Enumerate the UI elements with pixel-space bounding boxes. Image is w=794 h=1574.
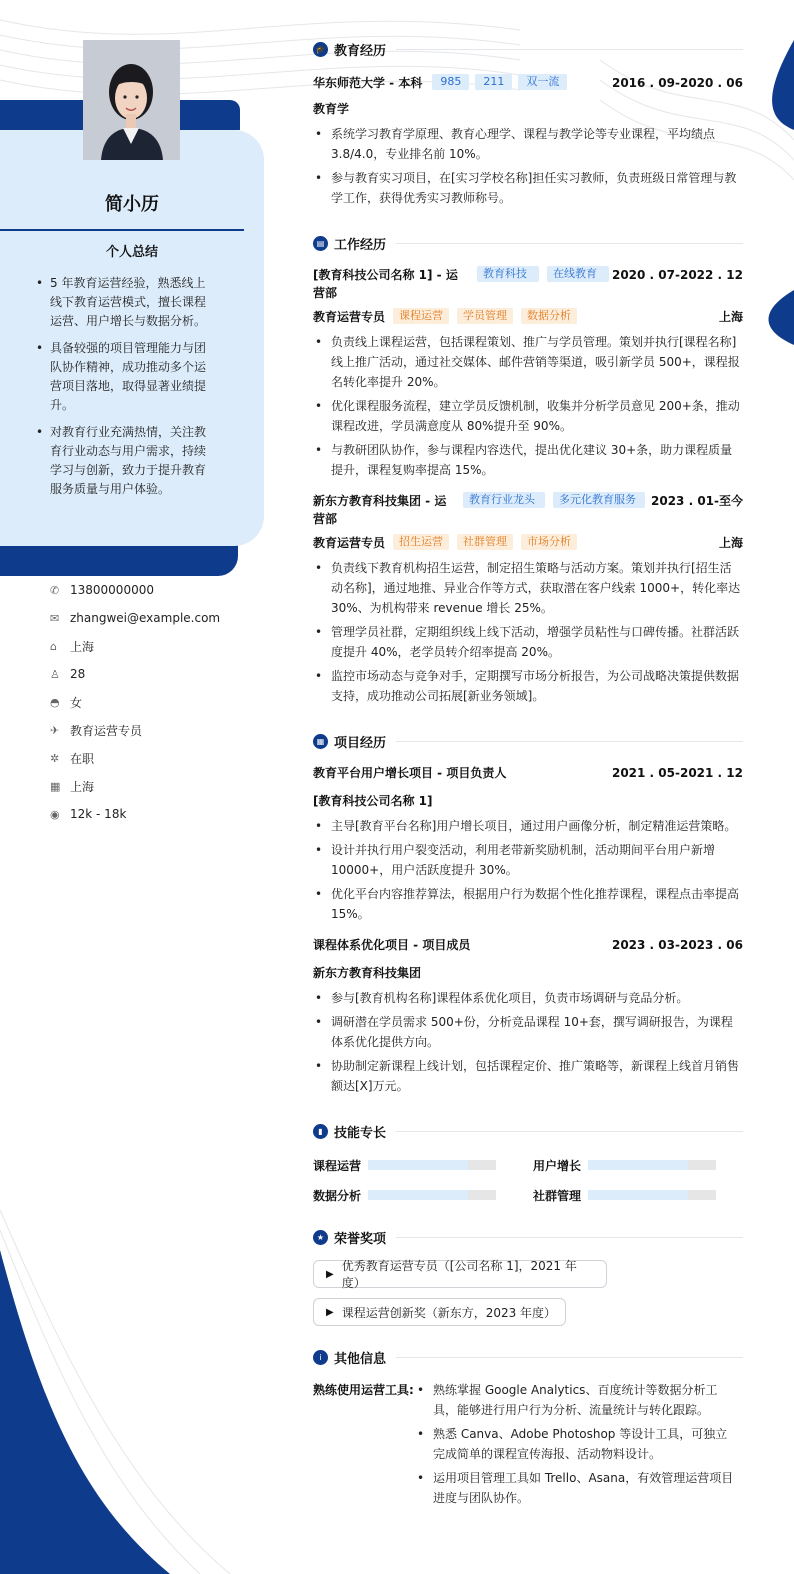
briefcase-icon: ▤ [313, 236, 328, 251]
list-item: • 管理学员社群，定期组织线上线下活动，增强学员粘性与口碑传播。社群活跃度提升 40%，老学员转介绍率提高 20%。 [313, 622, 743, 662]
section-title: 教育经历 [334, 43, 387, 59]
company-tag: 多元化教育服务 [553, 492, 645, 508]
section-divider [396, 1357, 743, 1358]
age-icon: ♙ [50, 667, 60, 681]
skills-grid [313, 1156, 743, 1204]
list-item: • 负责线下教育机构招生运营，制定招生策略与活动方案。策划并执行[招生活动名称]，通过地推、异业合作等方式，获取潜在客户线索 1000+，转化率达 30%、为机构带来 revenue 增长 25%。 [313, 558, 743, 618]
section-work [313, 230, 743, 256]
award-icon: ★ [313, 1230, 328, 1245]
mail-icon: ✉ [50, 611, 60, 625]
skill-bar-fill [368, 1190, 468, 1200]
company-tag: 在线教育 [547, 266, 609, 282]
contact-email [50, 604, 220, 632]
project-org: 新东方教育科技集团 [313, 966, 422, 980]
section-other [313, 1344, 743, 1370]
section-education [313, 36, 743, 62]
contact-text: 上海 [70, 779, 95, 794]
school-name: 华东师范大学 - 本科 [313, 76, 423, 90]
award-row [313, 1298, 743, 1326]
award-item[interactable] [313, 1298, 566, 1326]
summary-item: • 对教育行业充满热情，关注教育行业动态与用户需求，持续学习与创新，致力于提升教育服务质量与用户体验。 [36, 423, 212, 499]
salary-icon: ◉ [50, 807, 60, 821]
section-divider [396, 1237, 743, 1238]
city-icon: ▦ [50, 779, 61, 793]
list-item: • 与教研团队协作，参与课程内容迭代，提出优化建议 30+条，助力课程质量提升，课程复购率提高 15%。 [313, 440, 743, 480]
education-header [313, 74, 743, 92]
grid-icon: ▦ [313, 734, 328, 749]
project-bullets [313, 816, 743, 924]
job-bullets [313, 332, 743, 480]
section-skills [313, 1118, 743, 1144]
project-date: 2023 . 03-2023 . 06 [611, 938, 743, 952]
section-projects [313, 728, 743, 754]
contact-text: 在职 [70, 751, 95, 766]
contact-text: 13800000000 [70, 583, 154, 597]
skill-bar [588, 1160, 716, 1170]
company-tag: 教育行业龙头 [463, 492, 545, 508]
project-header [313, 936, 743, 954]
contact-phone [50, 576, 220, 604]
info-icon: i [313, 1350, 328, 1365]
contact-text: 上海 [70, 639, 95, 654]
contact-gender [50, 688, 220, 716]
project-name: 教育平台用户增长项目 - 项目负责人 [313, 766, 507, 780]
section-awards [313, 1224, 743, 1250]
skill-tag: 学员管理 [457, 308, 513, 324]
skill-bar [588, 1190, 716, 1200]
skill-bar-fill [588, 1190, 688, 1200]
contact-salary [50, 800, 220, 828]
job-icon: ✈ [50, 723, 60, 737]
job-city: 上海 [718, 310, 743, 324]
skill-bar-fill [368, 1160, 468, 1170]
job-role: 教育运营专员 [313, 536, 386, 550]
skill-tag: 社群管理 [457, 534, 513, 550]
chart-icon: ▮ [313, 1124, 328, 1139]
skill-bar [368, 1190, 496, 1200]
list-item: • 系统学习教育学原理、教育心理学、课程与教学论等专业课程，平均绩点3.8/4.0，专业排名前 10%。 [313, 124, 743, 164]
contact-status [50, 744, 220, 772]
project-org: [教育科技公司名称 1] [313, 794, 433, 808]
play-triangle-icon: ▶ [326, 1268, 334, 1280]
school-tag: 双一流 [518, 74, 567, 90]
project-header [313, 764, 743, 782]
job-role-row [313, 308, 743, 326]
status-icon: ✲ [50, 751, 60, 765]
education-date: 2016 . 09-2020 . 06 [611, 76, 743, 90]
list-item: • 主导[教育平台名称]用户增长项目，通过用户画像分析，制定精准运营策略。 [313, 816, 743, 836]
skill-item [533, 1156, 743, 1174]
company-name: [教育科技公司名称 1] - 运营部 [313, 268, 458, 300]
list-item: • 负责线上课程运营，包括课程策划、推广与学员管理。策划并执行[课程名称]线上推广活动，通过社交媒体、邮件营销等渠道，吸引新学员 500+，课程报名转化率提升 20%。 [313, 332, 743, 392]
company-name: 新东方教育科技集团 - 运营部 [313, 494, 447, 526]
list-item: • 运用项目管理工具如 Trello、Asana，有效管理运营项目进度与团队协作。 [415, 1468, 737, 1508]
candidate-name: 简小历 [105, 194, 159, 215]
major: 教育学 [313, 102, 350, 116]
school-tag: 211 [475, 74, 512, 90]
graduation-cap-icon: 🎓 [313, 42, 328, 57]
skill-name: 数据分析 [313, 1188, 362, 1203]
section-title: 项目经历 [334, 735, 387, 751]
skill-tag: 课程运营 [393, 308, 449, 324]
job-header [313, 492, 743, 528]
summary-item: • 具备较强的项目管理能力与团队协作精神，成功推动多个运营项目落地，取得显著业绩提升。 [36, 339, 212, 415]
list-item: • 参与[教育机构名称]课程体系优化项目，负责市场调研与竞品分析。 [313, 988, 743, 1008]
education-bullets [313, 124, 743, 208]
list-item: • 协助制定新课程上线计划，包括课程定价、推广策略等，新课程上线首月销售额达[X]万元。 [313, 1056, 743, 1096]
company-tag: 教育科技 [477, 266, 539, 282]
award-text: 优秀教育运营专员（[公司名称 1]，2021 年度） [341, 1259, 577, 1290]
gender-icon: ◓ [50, 695, 60, 709]
contact-text: 女 [70, 695, 83, 710]
section-divider [396, 243, 743, 244]
skill-item [533, 1186, 743, 1204]
contact-job [50, 716, 220, 744]
job-role: 教育运营专员 [313, 310, 386, 324]
skill-tag: 市场分析 [521, 534, 577, 550]
award-text: 课程运营创新奖（新东方，2023 年度） [341, 1305, 557, 1320]
skill-name: 用户增长 [533, 1158, 582, 1173]
skill-tag: 招生运营 [393, 534, 449, 550]
play-triangle-icon: ▶ [326, 1306, 334, 1318]
list-item: • 优化课程服务流程，建立学员反馈机制，收集并分析学员意见 200+条，推动课程改进，学员满意度从 80%提升至 90%。 [313, 396, 743, 436]
profile-photo [83, 40, 180, 160]
award-item[interactable] [313, 1260, 607, 1288]
job-city: 上海 [718, 536, 743, 550]
skill-item [313, 1186, 533, 1204]
list-item: • 调研潜在学员需求 500+份，分析竞品课程 10+套，撰写调研报告，为课程体系优化提供方向。 [313, 1012, 743, 1052]
section-divider [396, 1131, 743, 1132]
list-item: • 熟悉 Canva、Adobe Photoshop 等设计工具，可独立完成简单的课程宣传海报、活动物料设计。 [415, 1424, 737, 1464]
section-title: 工作经历 [334, 237, 387, 253]
school-tag: 985 [432, 74, 469, 90]
contact-age [50, 660, 220, 688]
list-item: • 参与教育实习项目，在[实习学校名称]担任实习教师，负责班级日常管理与教学工作，获得优秀实习教师称号。 [313, 168, 743, 208]
section-title: 荣誉奖项 [334, 1231, 387, 1247]
project-date: 2021 . 05-2021 . 12 [611, 766, 743, 780]
other-bullets [415, 1380, 737, 1508]
summary-list [36, 274, 212, 507]
main-column [313, 36, 743, 1508]
home-icon: ⌂ [50, 639, 57, 653]
summary-title: 个人总结 [105, 245, 158, 260]
skill-name: 课程运营 [313, 1158, 362, 1173]
job-date: 2023 . 01-至今 [651, 494, 743, 508]
skill-tag: 数据分析 [521, 308, 577, 324]
contact-text: zhangwei@example.com [70, 611, 221, 625]
job-date: 2020 . 07-2022 . 12 [611, 268, 743, 282]
list-item: • 设计并执行用户裂变活动，利用老带新奖励机制，活动期间平台用户新增10000+，用户活跃度提升 30%。 [313, 840, 743, 880]
award-row [313, 1260, 743, 1288]
project-name: 课程体系优化项目 - 项目成员 [313, 938, 471, 952]
phone-icon: ✆ [50, 583, 60, 597]
section-divider [396, 741, 743, 742]
section-divider [396, 49, 743, 50]
other-label: 熟练使用运营工具: [313, 1383, 414, 1397]
list-item: • 熟练掌握 Google Analytics、百度统计等数据分析工具，能够进行用户行为分析、流量统计与转化跟踪。 [415, 1380, 737, 1420]
list-item: • 优化平台内容推荐算法，根据用户行为数据个性化推荐课程，课程点击率提高 15%。 [313, 884, 743, 924]
skill-item [313, 1156, 533, 1174]
project-bullets [313, 988, 743, 1096]
contact-city [50, 772, 220, 800]
name-divider [0, 229, 244, 231]
skill-bar [368, 1160, 496, 1170]
list-item: • 监控市场动态与竞争对手，定期撰写市场分析报告，为公司战略决策提供数据支持，成功推动公司拓展[新业务领域]。 [313, 666, 743, 706]
section-title: 其他信息 [334, 1351, 387, 1367]
section-title: 技能专长 [334, 1125, 387, 1141]
skill-name: 社群管理 [533, 1188, 582, 1203]
skill-bar-fill [588, 1160, 688, 1170]
contact-text: 12k - 18k [70, 807, 127, 821]
contact-list [50, 576, 220, 828]
job-bullets [313, 558, 743, 706]
job-role-row [313, 534, 743, 552]
other-block [313, 1380, 743, 1508]
contact-text: 28 [70, 667, 86, 681]
contact-home [50, 632, 220, 660]
summary-item: • 5 年教育运营经验，熟悉线上线下教育运营模式，擅长课程运营、用户增长与数据分析。 [36, 274, 212, 331]
contact-text: 教育运营专员 [70, 723, 143, 738]
job-header [313, 266, 743, 302]
